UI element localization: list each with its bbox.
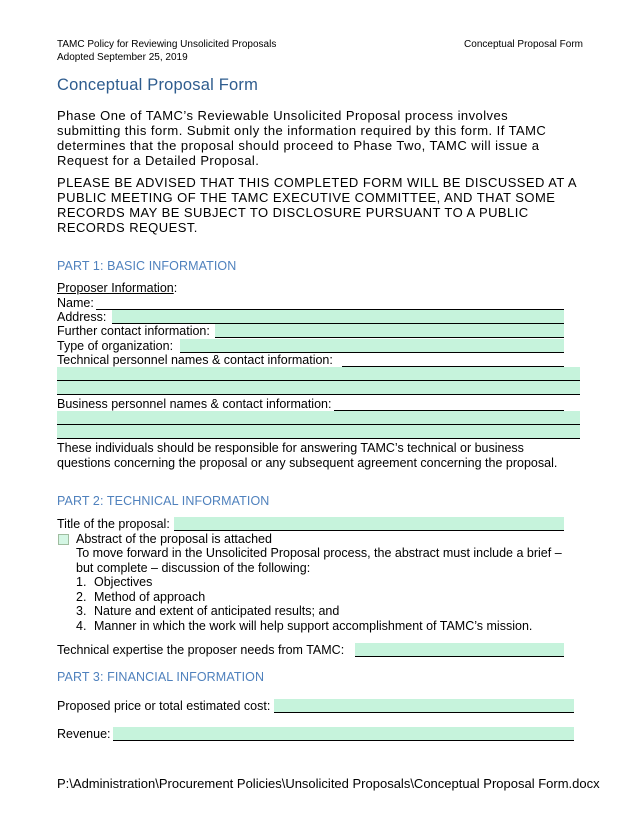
technical-personnel-label: Technical personnel names & contact information: <box>57 353 333 367</box>
advisory-paragraph: PLEASE BE ADVISED THAT THIS COMPLETED FORM WILL BE DISCUSSED AT A PUBLIC MEETING OF THE TAMC EXECUTIVE COMMITTEE, AND THAT SOME RECORDS MAY BE SUBJECT TO DISCLOSURE PURSUANT TO A PUBLIC RECORDS REQUEST. <box>57 175 577 235</box>
business-personnel-line-2[interactable] <box>57 411 580 425</box>
list-number: 1. <box>76 575 87 589</box>
proposal-title-label: Title of the proposal: <box>57 517 170 531</box>
list-number: 2. <box>76 589 87 604</box>
list-text: Objectives <box>94 575 153 589</box>
organization-label: Type of organization: <box>57 339 174 353</box>
list-text: Method of approach <box>94 589 206 604</box>
list-number: 4. <box>76 618 87 633</box>
price-label: Proposed price or total estimated cost: <box>57 699 271 713</box>
list-item <box>76 604 532 619</box>
contact-label: Further contact information: <box>57 324 210 338</box>
personnel-note: These individuals should be responsible for answering TAMC’s technical or business questions concerning the proposal or any subsequent agreement concerning the proposal. <box>57 441 558 470</box>
contact-field[interactable] <box>215 324 564 338</box>
business-personnel-label: Business personnel names & contact information: <box>57 397 332 411</box>
header-adopted-date: Adopted September 25, 2019 <box>57 52 188 63</box>
list-item <box>76 590 532 605</box>
proposer-info-label <box>57 281 177 296</box>
header-right: Conceptual Proposal Form <box>464 39 583 50</box>
expertise-label: Technical expertise the proposer needs from TAMC: <box>57 643 345 657</box>
intro-paragraph: Phase One of TAMC’s Reviewable Unsolicited Proposal process involves submitting this form. Submit only the information required by this form. If TAMC determines that the proposal should proceed to Phase Two, TAMC will issue a Request for a Detailed Proposal. <box>57 108 547 168</box>
list-number: 3. <box>76 604 87 618</box>
list-item <box>76 575 532 590</box>
footer-file-path: P:\Administration\Procurement Policies\Unsolicited Proposals\Conceptual Proposal Form.docx <box>57 776 600 791</box>
technical-personnel-line-3[interactable] <box>57 381 580 395</box>
part3-heading: PART 3: FINANCIAL INFORMATION <box>57 670 265 684</box>
part2-heading: PART 2: TECHNICAL INFORMATION <box>57 494 270 508</box>
abstract-description: To move forward in the Unsolicited Proposal process, the abstract must include a brief – but complete – discussion of the following: <box>76 546 562 575</box>
abstract-topics-list <box>76 575 532 633</box>
address-field[interactable] <box>112 310 564 324</box>
list-item <box>76 619 532 634</box>
proposer-info-text: Proposer Information <box>57 281 174 295</box>
revenue-label: Revenue: <box>57 727 111 741</box>
business-personnel-field[interactable] <box>334 397 564 411</box>
name-field[interactable] <box>96 296 564 310</box>
revenue-field[interactable] <box>113 727 574 741</box>
expertise-field[interactable] <box>355 643 564 657</box>
list-text: Nature and extent of anticipated results; and <box>94 604 340 618</box>
part1-heading: PART 1: BASIC INFORMATION <box>57 259 237 273</box>
name-label: Name: <box>57 296 94 310</box>
proposer-info-colon: : <box>173 281 178 295</box>
abstract-attached-checkbox[interactable] <box>58 534 69 545</box>
price-field[interactable] <box>274 699 574 713</box>
header-policy-title: TAMC Policy for Reviewing Unsolicited Proposals <box>57 39 277 50</box>
address-label: Address: <box>57 310 107 324</box>
business-personnel-line-3[interactable] <box>57 425 580 439</box>
technical-personnel-field[interactable] <box>342 353 564 367</box>
technical-personnel-line-2[interactable] <box>57 367 580 381</box>
organization-field[interactable] <box>180 339 564 353</box>
proposal-title-field[interactable] <box>174 517 564 531</box>
header-left <box>57 38 276 64</box>
list-text: Manner in which the work will help support accomplishment of TAMC’s mission. <box>94 618 533 633</box>
page-title: Conceptual Proposal Form <box>57 76 259 94</box>
abstract-attached-label: Abstract of the proposal is attached <box>76 532 272 546</box>
